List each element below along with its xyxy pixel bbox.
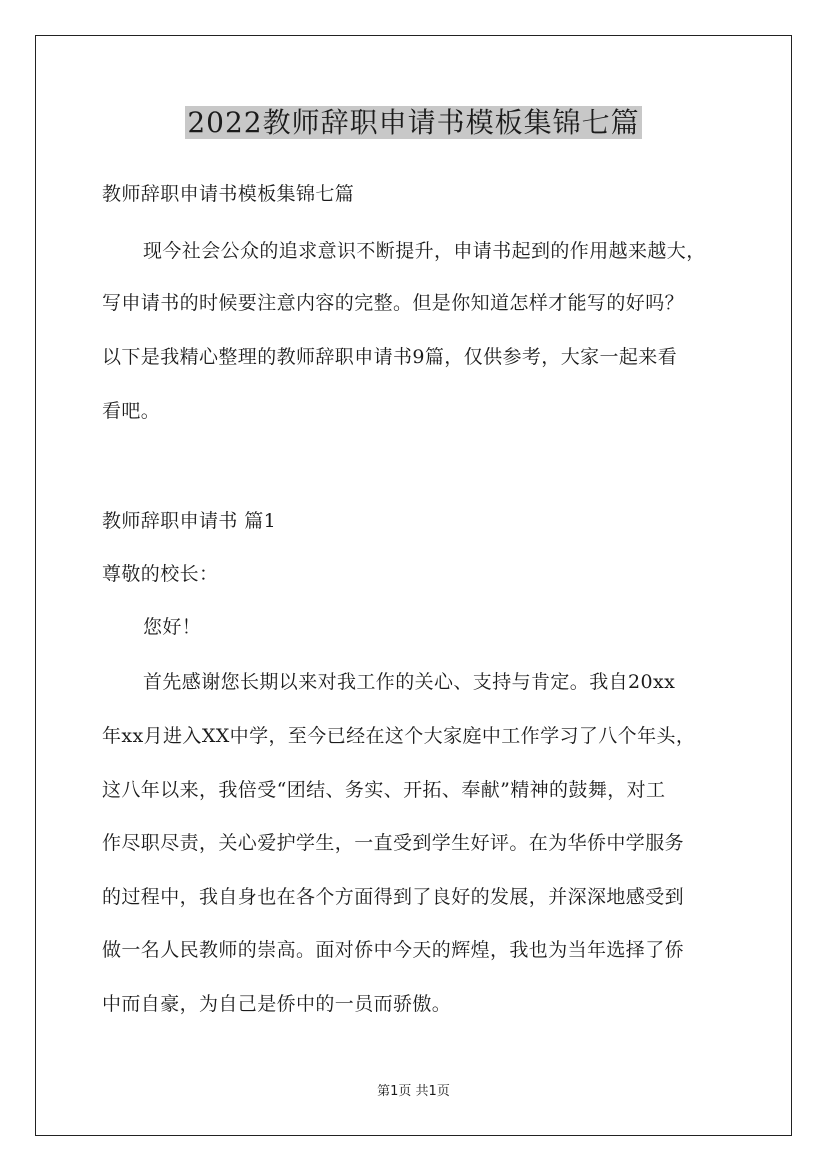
body-line-5: 的过程中，我自身也在各个方面得到了良好的发展，并深深地感受到: [102, 886, 685, 908]
body-line-1: 首先感谢您长期以来对我工作的关心、支持与肯定。我自20xx: [143, 671, 676, 693]
salutation: 尊敬的校长：: [102, 563, 219, 585]
greeting: 您好！: [143, 616, 202, 638]
body-line-7: 中而自豪，为自己是侨中的一员而骄傲。: [102, 993, 452, 1015]
intro-line-3: 以下是我精心整理的教师辞职申请书9篇，仅供参考，大家一起来看: [102, 346, 678, 368]
section-heading: 教师辞职申请书 篇1: [102, 510, 277, 532]
document-title-container: [0, 103, 827, 143]
intro-line-1: 现今社会公众的追求意识不断提升，申请书起到的作用越来越大，: [143, 240, 706, 262]
intro-line-2: 写申请书的时候要注意内容的完整。但是你知道怎样才能写的好吗？: [102, 292, 685, 314]
intro-line-4: 看吧。: [102, 400, 161, 422]
body-line-4: 作尽职尽责，关心爱护学生，一直受到学生好评。在为华侨中学服务: [102, 832, 685, 854]
body-line-2: 年xx月进入XX中学，至今已经在这个大家庭中工作学习了八个年头，: [102, 725, 696, 747]
body-line-6: 做一名人民教师的崇高。面对侨中今天的辉煌，我也为当年选择了侨: [102, 939, 685, 961]
document-title: 2022教师辞职申请书模板集锦七篇: [187, 106, 640, 139]
body-line-3: 这八年以来，我倍受“团结、务实、开拓、奉献”精神的鼓舞，对工: [102, 779, 666, 801]
document-subtitle: 教师辞职申请书模板集锦七篇: [102, 183, 355, 205]
page-number-footer: 第1页 共1页: [377, 1084, 450, 1099]
